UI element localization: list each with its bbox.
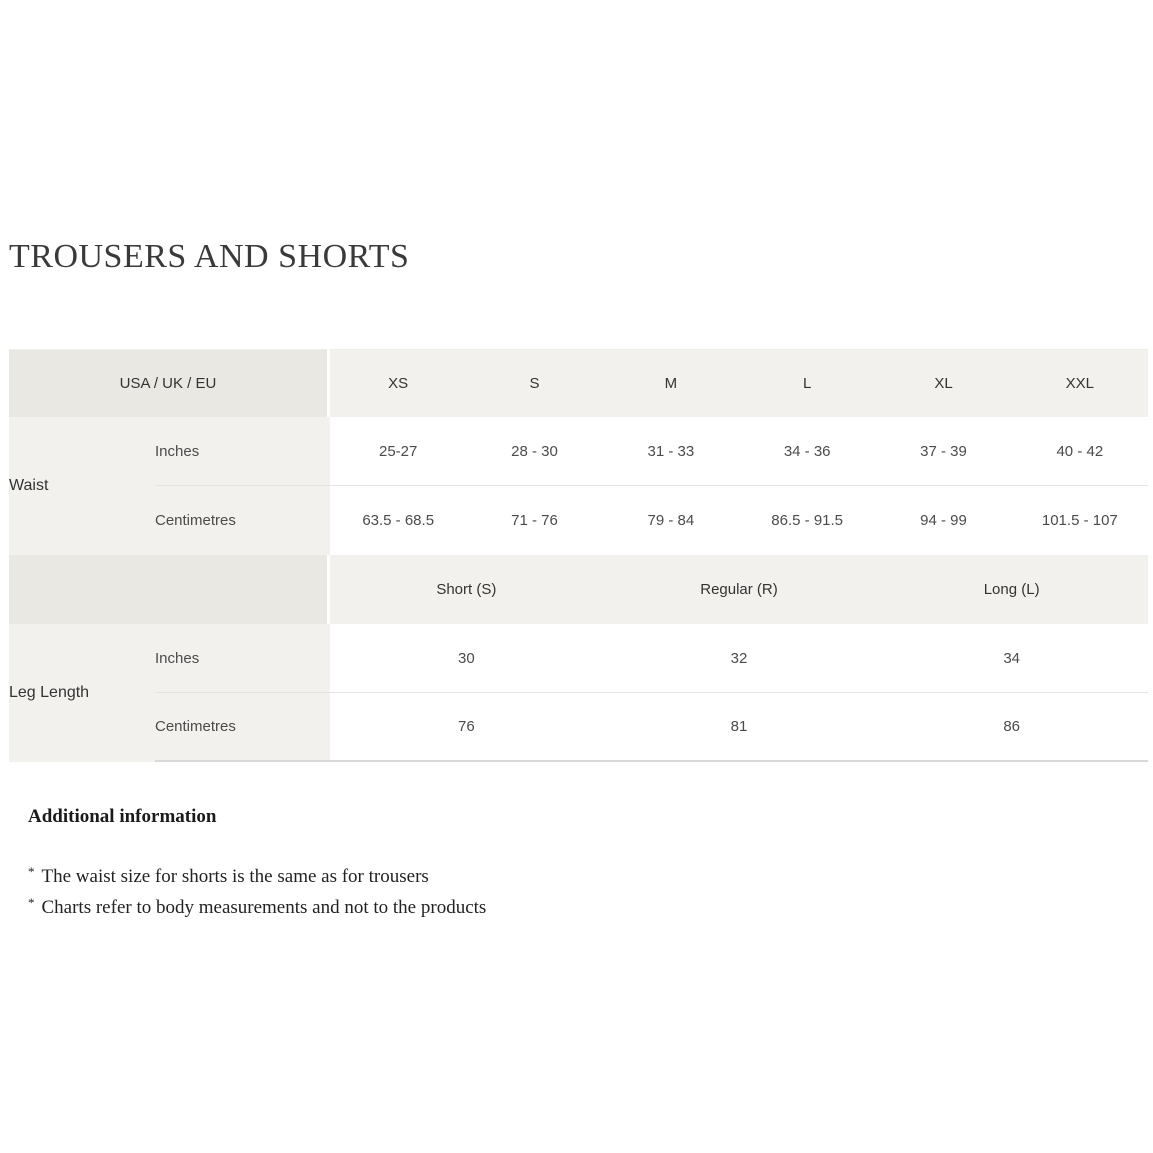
size-header-row — [9, 349, 1148, 417]
asterisk-marker: * — [28, 894, 35, 910]
leg-length-group-label: Leg Length — [9, 624, 155, 762]
waist-inches-label: Inches — [155, 417, 330, 486]
waist-cm-xxl: 101.5 - 107 — [1012, 486, 1148, 555]
size-header-xs: XS — [330, 349, 466, 417]
leg-inches-regular: 32 — [603, 624, 876, 693]
region-header-cell: USA / UK / EU — [9, 349, 330, 417]
additional-information-section — [28, 806, 1153, 923]
note-waist-size — [28, 862, 1153, 893]
leg-inches-short: 30 — [330, 624, 603, 693]
length-header-short: Short (S) — [330, 555, 603, 624]
waist-cm-l: 86.5 - 91.5 — [739, 486, 875, 555]
leg-inches-label: Inches — [155, 624, 330, 693]
length-header-long: Long (L) — [875, 555, 1148, 624]
waist-inches-xxl: 40 - 42 — [1012, 417, 1148, 486]
waist-inches-m: 31 - 33 — [603, 417, 739, 486]
asterisk-marker: * — [28, 864, 35, 879]
size-header-l: L — [739, 349, 875, 417]
size-header-s: S — [466, 349, 602, 417]
length-header-regular: Regular (R) — [603, 555, 876, 624]
leg-cm-regular: 81 — [603, 693, 876, 762]
size-header-m: M — [603, 349, 739, 417]
waist-inches-xl: 37 - 39 — [875, 417, 1011, 486]
waist-cm-xl: 94 - 99 — [875, 486, 1011, 555]
size-chart-table — [9, 349, 1148, 762]
waist-cm-m: 79 - 84 — [603, 486, 739, 555]
length-header-row — [9, 555, 1148, 624]
waist-cm-s: 71 - 76 — [466, 486, 602, 555]
leg-inches-long: 34 — [875, 624, 1148, 693]
leg-cm-short: 76 — [330, 693, 603, 762]
leg-centimetres-label: Centimetres — [155, 693, 330, 762]
leg-inches-row — [9, 624, 1148, 693]
note-text: Charts refer to body measurements and not to the products — [41, 896, 487, 918]
leg-centimetres-row — [9, 693, 1148, 762]
waist-inches-l: 34 - 36 — [739, 417, 875, 486]
waist-inches-xs: 25-27 — [330, 417, 466, 486]
empty-corner-cell — [9, 555, 330, 624]
leg-cm-long: 86 — [875, 693, 1148, 762]
size-header-xl: XL — [875, 349, 1011, 417]
waist-inches-s: 28 - 30 — [466, 417, 602, 486]
size-header-xxl: XXL — [1012, 349, 1148, 417]
waist-centimetres-label: Centimetres — [155, 486, 330, 555]
note-body-measurements — [28, 893, 1153, 924]
note-text: The waist size for shorts is the same as for trousers — [41, 866, 429, 887]
waist-cm-xs: 63.5 - 68.5 — [330, 486, 466, 555]
waist-centimetres-row — [9, 486, 1148, 555]
waist-group-label: Waist — [9, 417, 155, 555]
page-title: TROUSERS AND SHORTS — [9, 238, 410, 275]
additional-information-heading: Additional information — [28, 806, 217, 827]
waist-inches-row — [9, 417, 1148, 486]
